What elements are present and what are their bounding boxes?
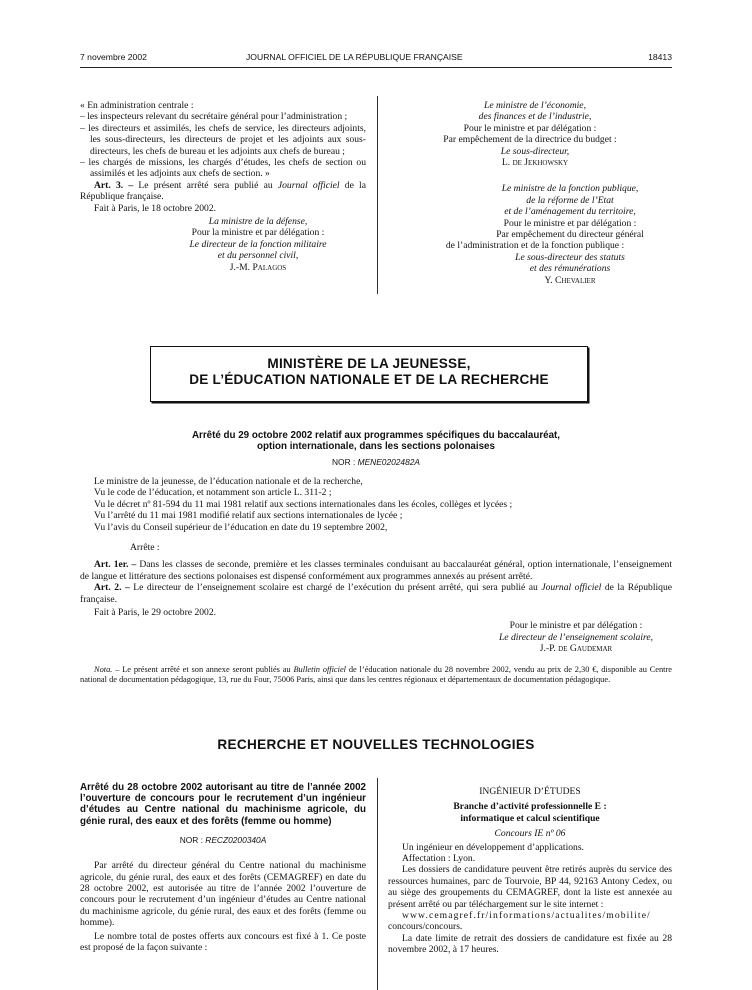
- article-text: Dans les classes de seconde, première et les classes terminales conduisant au baccalauréat général, option internationale, l’enseignement de langue et littérature des sections polonaises est dispensé conformément aux programmes annexés au présent arrêté.: [80, 559, 672, 582]
- nor-reference: [80, 835, 366, 846]
- article-text: Le directeur de l’enseignement scolaire est chargé de l’exécution du présent arrêté, qui sera publié au: [133, 582, 538, 594]
- signature-surname: de Gaudemar: [558, 643, 613, 655]
- signature-block: [480, 620, 672, 654]
- visa-line: Le ministre de la jeunesse, de l’éducation nationale et de la recherche,: [94, 476, 363, 487]
- signature-name: [388, 157, 672, 168]
- bottom-left-column: [80, 782, 366, 953]
- article-1: [80, 559, 672, 582]
- bulletin-name: Bulletin officiel: [293, 664, 347, 674]
- signature-line: de la réforme de l’Etat: [526, 194, 614, 206]
- signature-line: Le directeur de la fonction militaire: [189, 238, 327, 250]
- signature-line: Par empêchement du directeur général: [496, 229, 644, 241]
- journal-name: Journal officiel: [277, 179, 340, 191]
- signature-name: [468, 275, 672, 286]
- visa-line: Vu le code de l’éducation, et notamment son article L. 311-2 ;: [94, 487, 332, 499]
- arrete-title-line: option internationale, dans les sections polonaises: [257, 441, 495, 453]
- header-journal-title: JOURNAL OFFICIEL DE LA RÉPUBLIQUE FRANÇAISE: [246, 52, 463, 62]
- article-text: de la République française.: [80, 582, 673, 605]
- website-link-continued[interactable]: concours/concours.: [388, 921, 463, 933]
- paragraph: Par arrêté du directeur général du Centre national du machinisme agricole, du génie rural, des eaux et des forêts (CEMAGREF) en date du 28 octobre 2002, est autorisée au titre de l’année 2002 l’ouverture de concours pour le recrutement d’un ingénieur d’études au Centre national du machinisme agricole, du génie rural, des eaux et des forêts (femme ou homme).: [80, 860, 366, 929]
- ministry-heading-line: MINISTÈRE DE LA JEUNESSE,: [267, 356, 471, 371]
- arrete-title: [80, 430, 672, 453]
- top-right-column: [388, 100, 672, 286]
- paragraph: Un ingénieur en développement d’applications.: [402, 841, 584, 853]
- nor-label: NOR :: [179, 834, 203, 845]
- nota-text: de l’éducation nationale du 28 novembre 2002, vendu au prix de 2,30 €, disponible au Centre national de documentation pédagogique, 13, rue du Four, 75006 Paris, ainsi que dans les centres régionaux et départementaux de documentation pédagogique.: [80, 664, 673, 684]
- ministry-heading-line: DE L’ÉDUCATION NATIONALE ET DE LA RECHERCHE: [189, 372, 549, 387]
- paragraph: Affectation : Lyon.: [402, 853, 476, 865]
- header-rule: [80, 67, 672, 68]
- signature-line: Le sous-directeur des statuts: [515, 251, 625, 263]
- website-link[interactable]: www.cemagref.fr/informations/actualites/mobilite/: [402, 910, 651, 922]
- signature-block: [80, 216, 366, 273]
- fait-line: Fait à Paris, le 18 octobre 2002.: [94, 202, 217, 214]
- journal-name: Journal officiel: [541, 582, 602, 594]
- ministry-heading: [151, 356, 587, 388]
- nor-code: RECZ0200340A: [205, 834, 267, 845]
- list-item: – les directeurs et assimilés, les chefs de service, les directeurs adjoints, les sous-directeurs, les directeurs de projet et les adjoints aux sous-directeurs, les chefs de bureau et les adjoints aux chefs de bureau ;: [80, 122, 366, 157]
- nota-text: Le présent arrêté et son annexe seront publiés au: [122, 664, 291, 674]
- branch-line: informatique et calcul scientifique: [460, 812, 600, 824]
- signature-line: Pour le ministre et par délégation :: [463, 122, 597, 134]
- article-text: Le présent arrêté sera publié au: [138, 179, 273, 191]
- section-heading: RECHERCHE ET NOUVELLES TECHNOLOGIES: [217, 737, 535, 752]
- signature-name: [150, 262, 366, 273]
- page-header: [80, 52, 672, 66]
- signature-line: Pour le ministre et par délégation :: [509, 620, 643, 632]
- visa-line: Vu le décret nº 81-594 du 11 mai 1981 relatif aux sections internationales dans les écoles, collèges et lycées ;: [94, 498, 513, 510]
- arrete-title: Arrêté du 28 octobre 2002 autorisant au titre de l’année 2002 l’ouverture de concours pour le recrutement d’un ingénieur d’études au Centre national du machinisme agricole, du génie rural, des eaux et des forêts (femme ou homme): [80, 782, 366, 827]
- article-label: Art. 2. –: [94, 582, 130, 594]
- article-label: Art. 1er. –: [94, 559, 137, 571]
- nota-label: Nota. –: [94, 664, 120, 674]
- article-label: Art. 3. –: [94, 179, 134, 191]
- concours-label: Concours IE nº 06: [494, 828, 566, 840]
- signature-line: et du personnel civil,: [217, 250, 299, 262]
- position-heading: INGÉNIEUR D’ÉTUDES: [479, 786, 581, 797]
- nor-code: MENE0202482A: [357, 457, 420, 467]
- visa-line: Vu l’arrêté du 11 mai 1981 modifié relatif aux sections internationales de lycée ;: [94, 510, 403, 522]
- signature-line: des finances et de l’industrie,: [478, 111, 592, 123]
- text-line: « En administration centrale :: [80, 100, 194, 111]
- article-2: [80, 582, 672, 605]
- ministry-heading-box: [150, 346, 588, 402]
- signature-line: Le ministre de la fonction publique,: [501, 183, 639, 195]
- signature-line: Le ministre de l’économie,: [484, 100, 586, 111]
- signature-surname: Chevalier: [555, 274, 596, 286]
- signature-name: [480, 643, 672, 654]
- arrete-body: [80, 476, 672, 685]
- signature-line: et de l’aménagement du territoire,: [504, 206, 636, 218]
- article-3: [80, 180, 366, 203]
- branch-line: Branche d’activité professionnelle E :: [453, 801, 607, 813]
- header-date: 7 novembre 2002: [80, 52, 147, 62]
- signature-surname: Palagos: [252, 261, 287, 273]
- signature-surname: de Jekhowsky: [512, 157, 569, 169]
- fait-line: Fait à Paris, le 29 octobre 2002.: [94, 607, 217, 619]
- signature-line: La ministre de la défense,: [208, 216, 308, 228]
- signature-line: Le directeur de l’enseignement scolaire,: [498, 631, 654, 643]
- top-left-column: [80, 100, 366, 273]
- column-divider-bottom: [377, 778, 378, 990]
- signature-initials: L.: [501, 157, 511, 169]
- signature-line: Pour la ministre et par délégation :: [191, 227, 325, 239]
- signature-initials: J.-M.: [229, 261, 251, 273]
- paragraph: La date limite de retrait des dossiers de candidature est fixée au 28 novembre 2002, à 17 heures.: [388, 932, 672, 956]
- list-item: – les chargés de missions, les chargés d’études, les chefs de section ou assimilés et les adjoints aux chefs de section. »: [80, 157, 366, 180]
- signature-line: de l’administration et de la fonction publique :: [445, 240, 625, 252]
- bottom-right-column: [388, 786, 672, 956]
- list-item: – les inspecteurs relevant du secrétaire général pour l’administration ;: [80, 111, 348, 123]
- paragraph: Le nombre total de postes offerts aux concours est fixé à 1. Ce poste est proposé de la façon suivante :: [80, 930, 366, 954]
- signature-block: [388, 183, 672, 286]
- signature-line: Pour le ministre et par délégation :: [503, 217, 637, 229]
- arrete-word: Arrête :: [130, 542, 160, 554]
- nor-reference: [80, 457, 672, 468]
- arrete-title-line: Arrêté du 29 octobre 2002 relatif aux programmes spécifiques du baccalauréat,: [191, 430, 561, 441]
- signature-initials: Y.: [544, 274, 553, 286]
- signature-initials: J.-P.: [539, 643, 556, 655]
- paragraph: Les dossiers de candidature peuvent être retirés auprès du service des ressources humaines, parc de Tourvoie, BP 44, 92163 Antony Cedex, ou au siège des groupements du CEMAGREF, dont la liste est annexée au présent arrêté ou par téléchargement sur le site internet :: [388, 864, 672, 910]
- signature-line: Par empêchement de la directrice du budget :: [443, 134, 617, 146]
- column-divider-top: [377, 96, 378, 294]
- article-text: de la République française.: [80, 179, 366, 203]
- visa-line: Vu l’avis du Conseil supérieur de l’éducation en date du 19 septembre 2002,: [94, 521, 388, 533]
- signature-line: Le sous-directeur,: [500, 145, 570, 157]
- nor-label: NOR :: [332, 457, 356, 467]
- header-page-number: 18413: [648, 52, 672, 62]
- signature-line: et des rémunérations: [529, 263, 611, 275]
- nota-paragraph: [80, 665, 672, 685]
